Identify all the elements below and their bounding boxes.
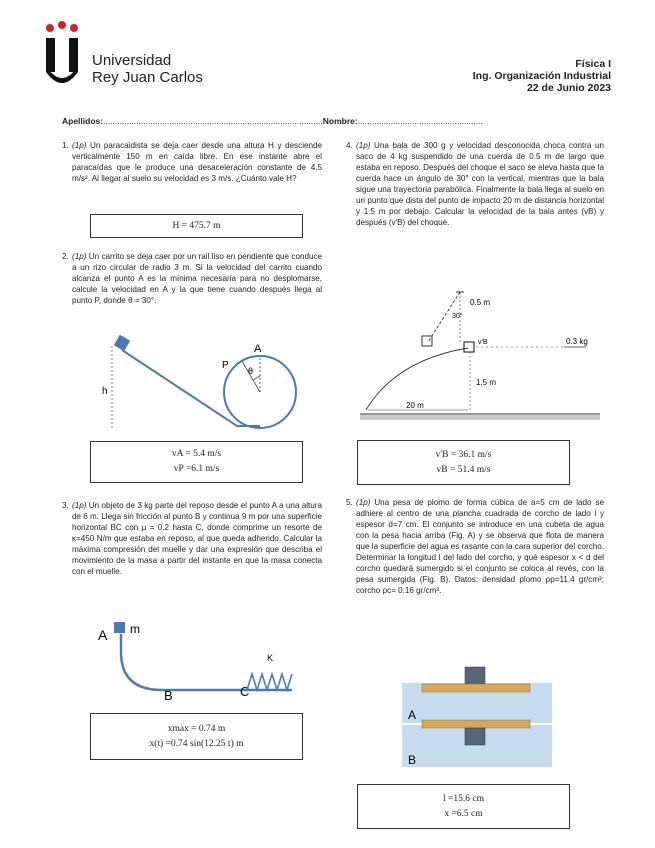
problem-3 <box>62 500 322 577</box>
answer-value: x(t) =0.74 sin(12.25 t) m <box>149 738 244 749</box>
course-title: Física I <box>575 58 611 70</box>
answer-value: vB = 51.4 m/s <box>436 464 491 475</box>
floating-cork-diagram <box>402 663 562 778</box>
answer-box-5 <box>357 784 570 829</box>
answer-value: vA = 5.4 m/s <box>171 449 222 459</box>
problem-text: Una pesa de plomo de forma cúbica de a=5 cm de lado se adhiere al centro de una plancha cuadrada de corcho de lado l y espesor d=7 cm. El conjunto se introduce en una cubeta de agua con la pesa hacia arriba (Fig. A) y se observa que flota de manera que la superficie del agua es rasante con la cara superior del corcho. Determinar la longitud l del lado del corcho, y qué espesor x < d del corcho quedará sumergido si el conjunto se coloca al revés, con la pesa sumergida (Fig. B). Datos: densidad plomo ρp=11.4 gr/cm³; corcho ρc= 0.16 gr/cm³. <box>356 498 604 595</box>
fig-a-label: A <box>408 708 417 722</box>
rope-length-label: 0.5 m <box>470 298 491 307</box>
problem-points: (1p) <box>356 141 371 150</box>
surname-label: Apellidos: <box>62 116 104 126</box>
spring <box>247 674 292 690</box>
velocity-label: v'B <box>478 339 488 346</box>
lead-weight-b <box>465 728 485 745</box>
point-a-label: A <box>254 343 262 355</box>
answer-value: xmax = 0.74 m <box>167 723 226 734</box>
answer-value: vP =6.1 m/s <box>173 464 220 474</box>
exam-header <box>473 58 611 94</box>
answer-value: x =6.5 cm <box>444 808 483 819</box>
height-label: h <box>102 386 108 397</box>
point-a-label: A <box>98 627 108 643</box>
problem-number: 1. <box>62 141 69 150</box>
mass-block <box>114 622 125 633</box>
problem-number: 3. <box>62 501 69 510</box>
answer-box-4 <box>357 440 570 485</box>
logo-emblem <box>44 22 80 82</box>
drop-height-label: 1.5 m <box>476 378 497 387</box>
exam-date: 22 de Junio 2023 <box>526 82 611 94</box>
answer-box-2 <box>90 441 303 483</box>
problem-points: (1p) <box>72 501 87 510</box>
answer-box-3 <box>90 713 303 760</box>
problem-number: 2. <box>62 252 69 261</box>
sack-impact <box>464 342 474 352</box>
fig-b-label: B <box>408 753 417 767</box>
university-name-line1: Universidad <box>92 52 172 69</box>
problem-text: Un paracaidista se deja caer desde una altura H y desciende verticalmente 150 m en caída libre. En ese instante abre el paracaídas que le produce una desaceleración constante de 4.5 m/s². Al llegar al suelo su velocidad es 3 m/s. ¿Cuánto vale H? <box>72 141 323 183</box>
problem-4 <box>346 140 604 228</box>
point-c-label: C <box>240 684 250 699</box>
problem-number: 5. <box>346 498 353 507</box>
problem-text: Un objeto de 3 kg parte del reposo desde el punto A a una altura de 6 m. Llega sin fricción al punto B y continua 9 m por una superficie horizontal BC con μ = 0.2 hasta C, donde comprime un resorte de κ=450 N/m que estaba en reposo, al que queda adherido. Calcular la máxima compresión del muelle y dar una expresión que describa el movimiento de la masa a partir del instante en que la masa conecta con el muelle. <box>72 501 322 576</box>
surname-field[interactable]: ............................................................................................. <box>103 116 323 126</box>
problem-points: (1p) <box>72 141 87 150</box>
cart <box>114 335 130 351</box>
name-label: Nombre: <box>322 116 358 126</box>
cork-a <box>422 684 530 692</box>
problem-points: (1p) <box>72 252 87 261</box>
university-name-line2: Rey Juan Carlos <box>92 69 203 86</box>
answer-value: v'B = 36.1 m/s <box>435 449 492 460</box>
problem-text: Una bala de 300 g y velocidad desconocida choca contra un saco de 4 kg suspendido de una cuerda de 0.5 m de largo que estaba en reposo. Después del choque el saco se eleva hasta que la cuerda hace un ángulo de 30° con la vertical, mientras que la bala sigue una trayectoria parabólica. Finalmente la bala llega al suelo en un punto que dista del punto de impacto 20 m de distancia horizontal y 1.5 m por debajo. Calcular la velocidad de la bala antes (vB) y después (v'B) del choque. <box>356 141 604 227</box>
problem-5 <box>346 497 604 596</box>
problem-number: 4. <box>346 141 353 150</box>
problem-points: (1p) <box>356 498 371 507</box>
answer-box-1 <box>90 214 303 238</box>
bullet-sack-diagram <box>356 280 606 430</box>
cork-b <box>422 720 530 728</box>
student-info-line <box>62 116 617 126</box>
answer-value: H = 475.7 m <box>172 220 221 231</box>
answer-value: l =15.6 cm <box>443 793 484 804</box>
degree-title: Ing. Organización Industrial <box>472 70 611 82</box>
spring-constant-label: K <box>267 653 274 663</box>
mass-label: m <box>130 622 140 636</box>
problem-1 <box>62 140 323 184</box>
spring-track-diagram <box>72 616 322 703</box>
distance-label: 20 m <box>406 401 424 410</box>
bullet-mass-label: 0.3 kg <box>566 337 588 346</box>
problem-2 <box>62 251 322 306</box>
loop-rail-diagram <box>72 332 322 432</box>
lead-weight-a <box>465 667 485 684</box>
point-p-label: P <box>222 360 229 371</box>
angle-label: 30° <box>452 313 463 320</box>
name-field[interactable]: ..................................................... <box>357 116 483 126</box>
sack <box>422 336 432 346</box>
theta-label: θ <box>248 366 254 376</box>
point-b-label: B <box>164 688 173 703</box>
problem-text: Un carrito se deja caer por un rail liso en pendiente que conduce a un rizo circular de radio 3 m. Si la velocidad del carrito cuando alcanza el punto A es la mínima necesaria para no desplomarse, calcule la velocidad en A y la que tiene cuando después llega al punto P, donde θ = 30°. <box>72 252 322 305</box>
university-logo <box>44 22 204 94</box>
